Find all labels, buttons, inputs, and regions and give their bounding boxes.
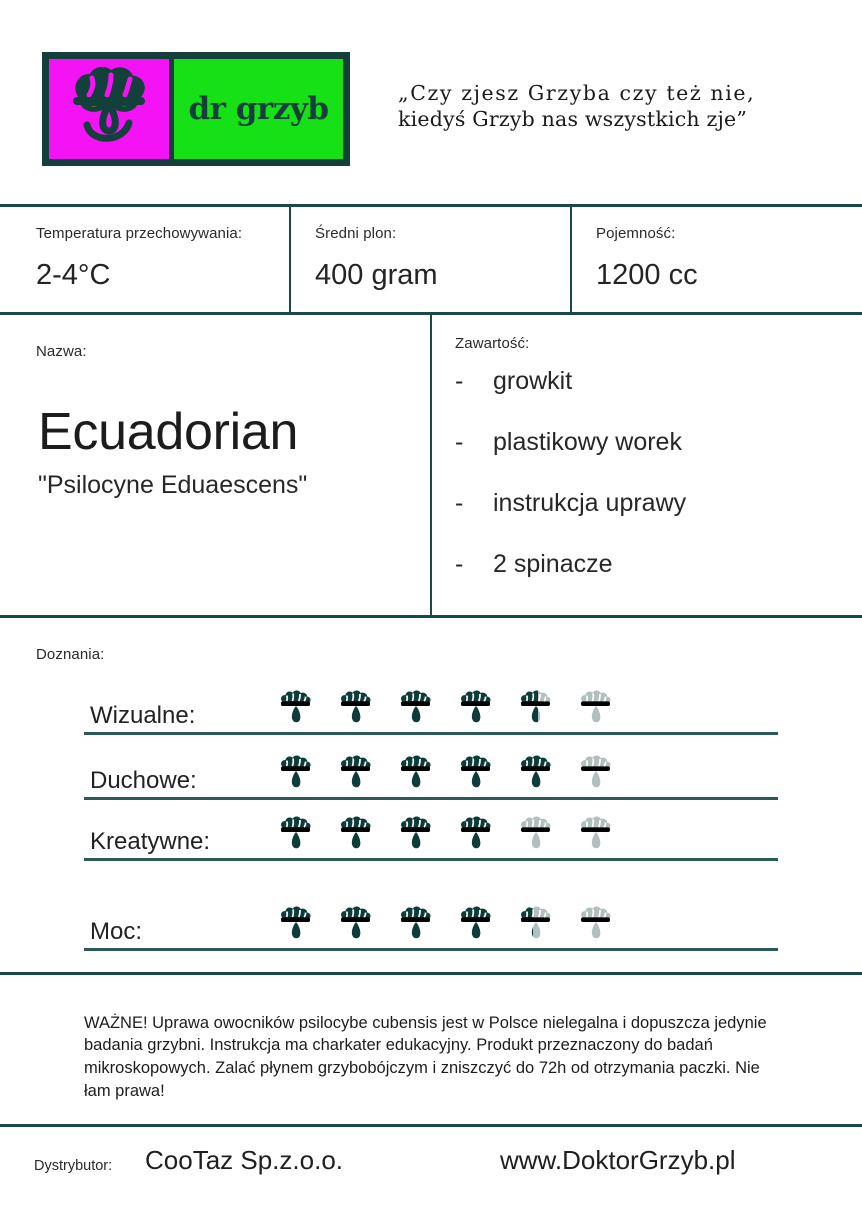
- divider-footer: [0, 1124, 862, 1127]
- mushroom-rating-icon: [278, 812, 314, 850]
- spec-value: 2-4°C: [36, 259, 111, 291]
- product-latin-name: "Psilocyne Eduaescens": [38, 471, 308, 499]
- spec-value: 400 gram: [315, 259, 438, 291]
- legal-warning-text: WAŻNE! Uprawa owocników psilocybe cubensis jest w Polsce nielegalna i dopuszcza jedynie badania grzybni. Instrukcja ma charkater edukacyjny. Produkt przeznaczony do badań mikroskopowych. Zalać płynem grzybobójczym i zniszczyć do 72h od otrzymania paczki. Nie łam prawa!: [84, 1013, 767, 1100]
- tagline-line-2: kiedyś Grzyb nas wszystkich zje”: [398, 107, 748, 132]
- logo-word-pane: [174, 59, 343, 159]
- mushroom-rating-icon: [338, 902, 374, 940]
- rating-label: Moc:: [90, 918, 143, 945]
- name-and-contents-row: [0, 315, 862, 615]
- rating-icons: [278, 686, 638, 724]
- ratings-section-label: Doznania:: [36, 646, 105, 663]
- rating-label: Duchowe:: [90, 767, 197, 794]
- rating-row-kreatywne: [84, 796, 778, 861]
- list-item-label: instrukcja uprawy: [493, 489, 687, 517]
- mushroom-rating-icon: [518, 812, 554, 850]
- ratings-section: [0, 618, 862, 966]
- mushroom-rating-icon: [338, 812, 374, 850]
- mushroom-rating-icon: [518, 686, 554, 724]
- website-url[interactable]: www.DoktorGrzyb.pl: [500, 1145, 736, 1175]
- brand-logo: [42, 52, 350, 166]
- mushroom-rating-icon: [458, 686, 494, 724]
- rating-row-duchowe: [84, 735, 778, 800]
- brand-tagline: [398, 80, 818, 132]
- mushroom-rating-icon: [338, 751, 374, 789]
- mushroom-rating-icon: [278, 686, 314, 724]
- list-item-label: 2 spinacze: [493, 550, 613, 578]
- spec-capacity: [596, 207, 846, 312]
- contents-list: [455, 367, 845, 611]
- rating-label: Wizualne:: [90, 702, 196, 729]
- rating-label: Kreatywne:: [90, 828, 211, 855]
- rating-icons: [278, 751, 638, 789]
- brand-wordmark: dr grzyb: [188, 91, 329, 127]
- list-bullet-dash: -: [455, 550, 464, 578]
- mushroom-rating-icon: [578, 751, 614, 789]
- mushroom-rating-icon: [578, 686, 614, 724]
- distributor-label: Dystrybutor:: [34, 1158, 113, 1174]
- list-item: [455, 550, 845, 611]
- divider-spec-2: [570, 207, 572, 312]
- list-item-label: plastikowy worek: [493, 428, 682, 456]
- spec-value: 1200 cc: [596, 259, 698, 291]
- mushroom-rating-icon: [458, 812, 494, 850]
- list-bullet-dash: -: [455, 428, 464, 456]
- specifications-row: [0, 207, 862, 312]
- mushroom-rating-icon: [578, 812, 614, 850]
- logo-mark-pane: [49, 59, 169, 159]
- spec-storage-temperature: [36, 207, 286, 312]
- label-footer: [0, 1135, 862, 1213]
- mushroom-rating-icon: [518, 751, 554, 789]
- spec-label: Pojemność:: [596, 225, 676, 242]
- mushroom-rating-icon: [578, 902, 614, 940]
- tagline-line-1: „Czy zjesz Grzyba czy też nie,: [398, 81, 756, 105]
- mushroom-rating-icon: [518, 902, 554, 940]
- divider-name-contents: [430, 315, 432, 615]
- mushroom-rating-icon: [338, 686, 374, 724]
- list-item: [455, 489, 845, 550]
- rating-icons: [278, 902, 638, 940]
- mushroom-rating-icon: [398, 686, 434, 724]
- list-item-label: growkit: [493, 367, 573, 395]
- mushroom-rating-icon: [458, 751, 494, 789]
- mushroom-rating-icon: [458, 902, 494, 940]
- rating-row-wizualne: [84, 670, 778, 735]
- mushroom-rating-icon: [278, 751, 314, 789]
- divider-ratings: [0, 972, 862, 975]
- mushroom-rating-icon: [398, 751, 434, 789]
- list-bullet-dash: -: [455, 367, 464, 395]
- name-section-label: Nazwa:: [36, 343, 87, 360]
- spec-average-yield: [315, 207, 565, 312]
- mushroom-rating-icon: [278, 902, 314, 940]
- divider-spec-1: [289, 207, 291, 312]
- spec-label: Średni plon:: [315, 225, 397, 242]
- product-name: Ecuadorian: [38, 403, 299, 461]
- rating-row-moc: [84, 886, 778, 951]
- list-item: [455, 367, 845, 428]
- mushroom-brain-face-icon: [61, 61, 157, 158]
- distributor-name: CooTaz Sp.z.o.o.: [145, 1145, 343, 1175]
- mushroom-rating-icon: [398, 902, 434, 940]
- mushroom-rating-icon: [398, 812, 434, 850]
- spec-label: Temperatura przechowywania:: [36, 225, 243, 242]
- label-header: [0, 0, 862, 204]
- rating-icons: [278, 812, 638, 850]
- list-bullet-dash: -: [455, 489, 464, 517]
- list-item: [455, 428, 845, 489]
- contents-section-label: Zawartość:: [455, 335, 530, 352]
